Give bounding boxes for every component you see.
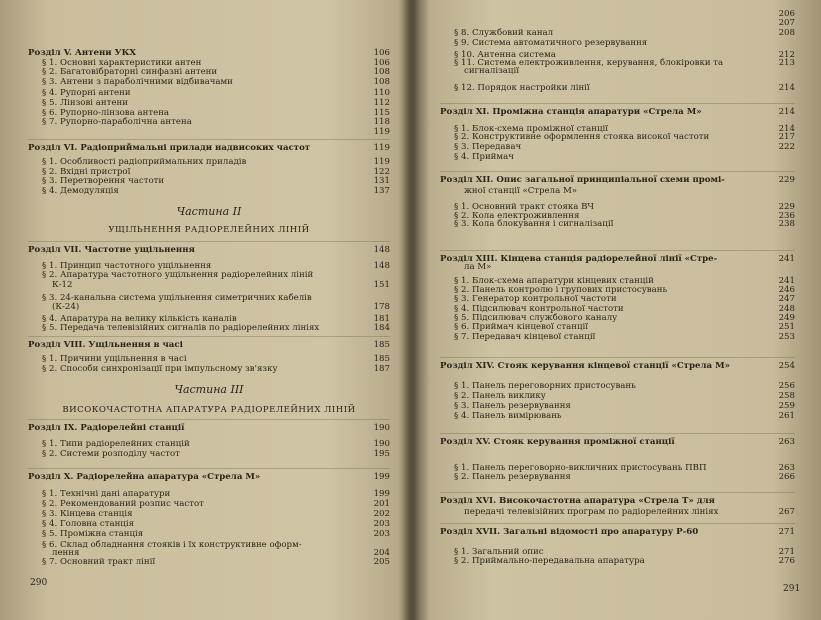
entry-title: § 4. Апаратура на велику кількість каналів	[42, 314, 237, 324]
entry-title: К-12	[52, 280, 73, 290]
page-ref: 236	[778, 211, 795, 221]
entry-title: § 2. Конструктивне оформлення стояка високої частоти	[454, 132, 710, 142]
page-ref: 178	[373, 302, 390, 312]
page-ref: 110	[373, 88, 390, 98]
entry-title: § 3. Кінцева станція	[42, 509, 133, 519]
part-heading: Частина III	[174, 383, 244, 396]
left-page-number: 290	[30, 578, 48, 588]
entry-title: § 2. Рекомендований розпис частот	[42, 499, 204, 509]
page-ref: 263	[778, 463, 795, 473]
section-title: Розділ IX. Радіорелейні станції	[28, 423, 185, 433]
right-page	[440, 0, 795, 620]
page-ref: 213	[778, 58, 795, 68]
page-ref: 207	[778, 18, 795, 28]
section-title: Розділ XVI. Високочастотна апаратура «Стрела Т» для	[440, 496, 715, 506]
page-ref: 271	[778, 527, 795, 537]
section-divider	[440, 103, 795, 104]
part-heading: Частина II	[176, 205, 242, 218]
page-ref: 258	[778, 391, 795, 401]
section-divider	[440, 433, 795, 434]
page-ref: 108	[373, 77, 390, 87]
entry-title: жної станції «Стрела М»	[464, 186, 578, 196]
page-ref: 119	[373, 157, 390, 167]
page-ref: 229	[778, 175, 795, 185]
entry-title: § 7. Передавач кінцевої станції	[454, 332, 596, 342]
section-divider	[440, 171, 795, 172]
section-divider	[28, 468, 390, 469]
entry-title: § 4. Приймач	[454, 152, 514, 162]
entry-title: § 2. Вхідні пристрої	[42, 167, 131, 177]
entry-title: § 2. Системи розподілу частот	[42, 449, 180, 459]
page-ref: 119	[373, 143, 390, 153]
entry-title: § 4. Головна станція	[42, 519, 134, 529]
page-ref: 259	[778, 401, 795, 411]
entry-title: § 2. Способи синхронізації при імпульсному зв'язку	[42, 364, 278, 374]
page-ref: 205	[373, 557, 390, 567]
right-page-number: 291	[783, 584, 801, 594]
page-ref: 203	[373, 529, 390, 539]
page-ref: 202	[373, 509, 390, 519]
left-page	[28, 0, 390, 620]
page-ref: 203	[373, 519, 390, 529]
page-ref: 254	[778, 361, 795, 371]
page-ref: 248	[778, 304, 795, 314]
part-title: ВИСОКОЧАСТОТНА АПАРАТУРА РАДІОРЕЛЕЙНИХ ЛІНІЙ	[62, 405, 356, 415]
section-divider	[440, 492, 795, 493]
page-ref: 106	[373, 48, 390, 58]
page-ref: 214	[778, 107, 795, 117]
page-ref: 217	[778, 132, 795, 142]
part-title: УЩІЛЬНЕННЯ РАДІОРЕЛЕЙНИХ ЛІНІЙ	[108, 225, 310, 235]
entry-title: ла М»	[464, 262, 492, 272]
entry-title: лення	[52, 548, 80, 558]
entry-title: § 1. Основні характеристики антен	[42, 58, 202, 68]
entry-title: § 8. Службовий канал	[454, 28, 554, 38]
page-ref: 185	[373, 340, 390, 350]
page-ref: 241	[778, 254, 795, 264]
page-ref: 266	[778, 472, 795, 482]
entry-title: § 10. Антенна система	[454, 50, 556, 60]
page-ref: 119	[373, 127, 390, 137]
entry-title: § 4. Підсилювач контрольної частоти	[454, 304, 624, 314]
section-divider	[440, 523, 795, 524]
page-ref: 137	[373, 186, 390, 196]
page-ref: 238	[778, 219, 795, 229]
page-ref: 261	[778, 411, 795, 421]
page-ref: 122	[373, 167, 390, 177]
page-ref: 276	[778, 556, 795, 566]
page-ref: 247	[778, 294, 795, 304]
page-ref: 229	[778, 202, 795, 212]
entry-title: § 5. Проміжна станція	[42, 529, 144, 539]
page-ref: 185	[373, 354, 390, 364]
entry-title: § 2. Апаратура частотного ущільнення радіорелейних ліній	[42, 270, 314, 280]
page-ref: 251	[778, 322, 795, 332]
entry-title: § 6. Приймач кінцевої станції	[454, 322, 589, 332]
page-ref: 256	[778, 381, 795, 391]
section-title: Розділ V. Антени УКХ	[28, 48, 137, 58]
section-title: Розділ XV. Стояк керування проміжної станції	[440, 437, 675, 447]
section-title: Розділ XVII. Загальні відомості про апаратуру Р-60	[440, 527, 699, 537]
entry-title: § 2. Багатовібраторні синфазні антени	[42, 67, 218, 77]
entry-title: § 6. Склад обладнання стояків і їх конструктивне оформ-	[42, 540, 302, 550]
entry-title: § 1. Панель переговорно-викличних пристосувань ПВП	[454, 463, 707, 473]
entry-title: § 1. Причини ущільнення в часі	[42, 354, 187, 364]
entry-title: § 3. Кола блокування і сигналізації	[454, 219, 614, 229]
entry-title: § 3. Генератор контрольної частоти	[454, 294, 617, 304]
page-ref: 199	[373, 489, 390, 499]
page-ref: 148	[373, 245, 390, 255]
page-ref: 148	[373, 261, 390, 271]
entry-title: § 2. Панель резервування	[454, 472, 571, 482]
section-title: Розділ XI. Проміжна станція апаратури «Стрела М»	[440, 107, 702, 117]
page-ref: 212	[778, 50, 795, 60]
entry-title: сигналізації	[464, 66, 519, 76]
page-ref: 199	[373, 472, 390, 482]
entry-title: § 3. Перетворення частоти	[42, 176, 165, 186]
page-ref: 115	[373, 108, 390, 118]
entry-title: § 5. Підсилювач службового каналу	[454, 313, 618, 323]
section-title: Розділ VIII. Ущільнення в часі	[28, 340, 183, 350]
page-ref: 267	[778, 507, 795, 517]
page-ref: 249	[778, 313, 795, 323]
entry-title: § 1. Загальний опис	[454, 547, 544, 557]
entry-title: § 5. Передача телевізійних сигналів по радіорелейних лініях	[42, 323, 320, 333]
section-title: Розділ VI. Радіоприймальні прилади надвисоких частот	[28, 143, 311, 153]
section-title: Розділ VII. Частотне ущільнення	[28, 245, 195, 255]
entry-title: § 4. Рупорні антени	[42, 88, 131, 98]
entry-title: § 1. Принцип частотного ущільнення	[42, 261, 212, 271]
section-title: Розділ XIV. Стояк керування кінцевої станції «Стрела М»	[440, 361, 730, 371]
entry-title: § 2. Приймально-передавальна апаратура	[454, 556, 645, 566]
entry-title: § 1. Технічні дані апаратури	[42, 489, 171, 499]
entry-title: § 3. Панель резервування	[454, 401, 571, 411]
page-ref: 222	[778, 142, 795, 152]
entry-title: (К-24)	[52, 302, 80, 312]
page-ref: 184	[373, 323, 390, 333]
section-divider	[440, 250, 795, 251]
entry-title: § 12. Порядок настройки лінії	[454, 83, 590, 93]
entry-title: § 3. Антени з параболічними відбивачами	[42, 77, 233, 87]
section-divider	[28, 139, 390, 140]
section-title: Розділ X. Радіорелейна апаратура «Стрела М»	[28, 472, 261, 482]
page-ref: 190	[373, 423, 390, 433]
entry-title: § 3. Передавач	[454, 142, 522, 152]
entry-title: § 1. Блок-схема проміжної станції	[454, 124, 609, 134]
page-ref: 181	[373, 314, 390, 324]
entry-title: § 9. Система автоматичного резервування	[454, 38, 648, 48]
entry-title: § 7. Основний тракт лінії	[42, 557, 156, 567]
entry-title: передачі телевізійних програм по радіорелейних лініях	[464, 507, 719, 517]
entry-title: § 3. 24-канальна система ущільнення симетричних кабелів	[42, 293, 312, 303]
section-title: Розділ XII. Опис загальної принципіальної схеми промі-	[440, 175, 725, 185]
page-ref: 246	[778, 285, 795, 295]
section-divider	[440, 357, 795, 358]
section-divider	[28, 336, 390, 337]
page-ref: 106	[373, 58, 390, 68]
entry-title: § 1. Особливості радіоприймальних приладів	[42, 157, 247, 167]
page-ref: 253	[778, 332, 795, 342]
entry-title: § 4. Панель вимірювань	[454, 411, 562, 421]
page-ref: 214	[778, 124, 795, 134]
entry-title: § 4. Демодуляція	[42, 186, 119, 196]
page-ref: 108	[373, 67, 390, 77]
page-ref: 131	[373, 176, 390, 186]
page-ref: 214	[778, 83, 795, 93]
page-ref: 263	[778, 437, 795, 447]
page-ref: 201	[373, 499, 390, 509]
page-ref: 187	[373, 364, 390, 374]
page-ref: 118	[373, 117, 390, 127]
entry-title: § 1. Типи радіорелейних станцій	[42, 439, 190, 449]
entry-title: § 1. Основний тракт стояка ВЧ	[454, 202, 595, 212]
page-ref: 271	[778, 547, 795, 557]
page-ref: 190	[373, 439, 390, 449]
entry-title: § 2. Кола електроживлення	[454, 211, 580, 221]
page-ref: 195	[373, 449, 390, 459]
entry-title: § 2. Панель контролю і групових пристосувань	[454, 285, 668, 295]
section-divider	[28, 419, 390, 420]
page-ref: 112	[373, 98, 390, 108]
entry-title: § 11. Система електроживлення, керування, блокіровки та	[454, 58, 724, 68]
entry-title: § 1. Блок-схема апаратури кінцевих станцій	[454, 276, 654, 286]
page-ref: 151	[373, 280, 390, 290]
entry-title: § 1. Панель переговорних пристосувань	[454, 381, 636, 391]
book-binding	[398, 0, 430, 620]
entry-title: § 7. Рупорно-параболічна антена	[42, 117, 192, 127]
section-divider	[28, 241, 390, 242]
page-ref: 208	[778, 28, 795, 38]
page-ref: 206	[778, 9, 795, 19]
page-ref: 241	[778, 276, 795, 286]
section-title: Розділ XIII. Кінцева станція радіорелейної лінії «Стре-	[440, 254, 718, 264]
entry-title: § 2. Панель виклику	[454, 391, 546, 401]
entry-title: § 5. Лінзові антени	[42, 98, 128, 108]
page-ref: 204	[373, 548, 390, 558]
entry-title: § 6. Рупорно-лінзова антена	[42, 108, 170, 118]
